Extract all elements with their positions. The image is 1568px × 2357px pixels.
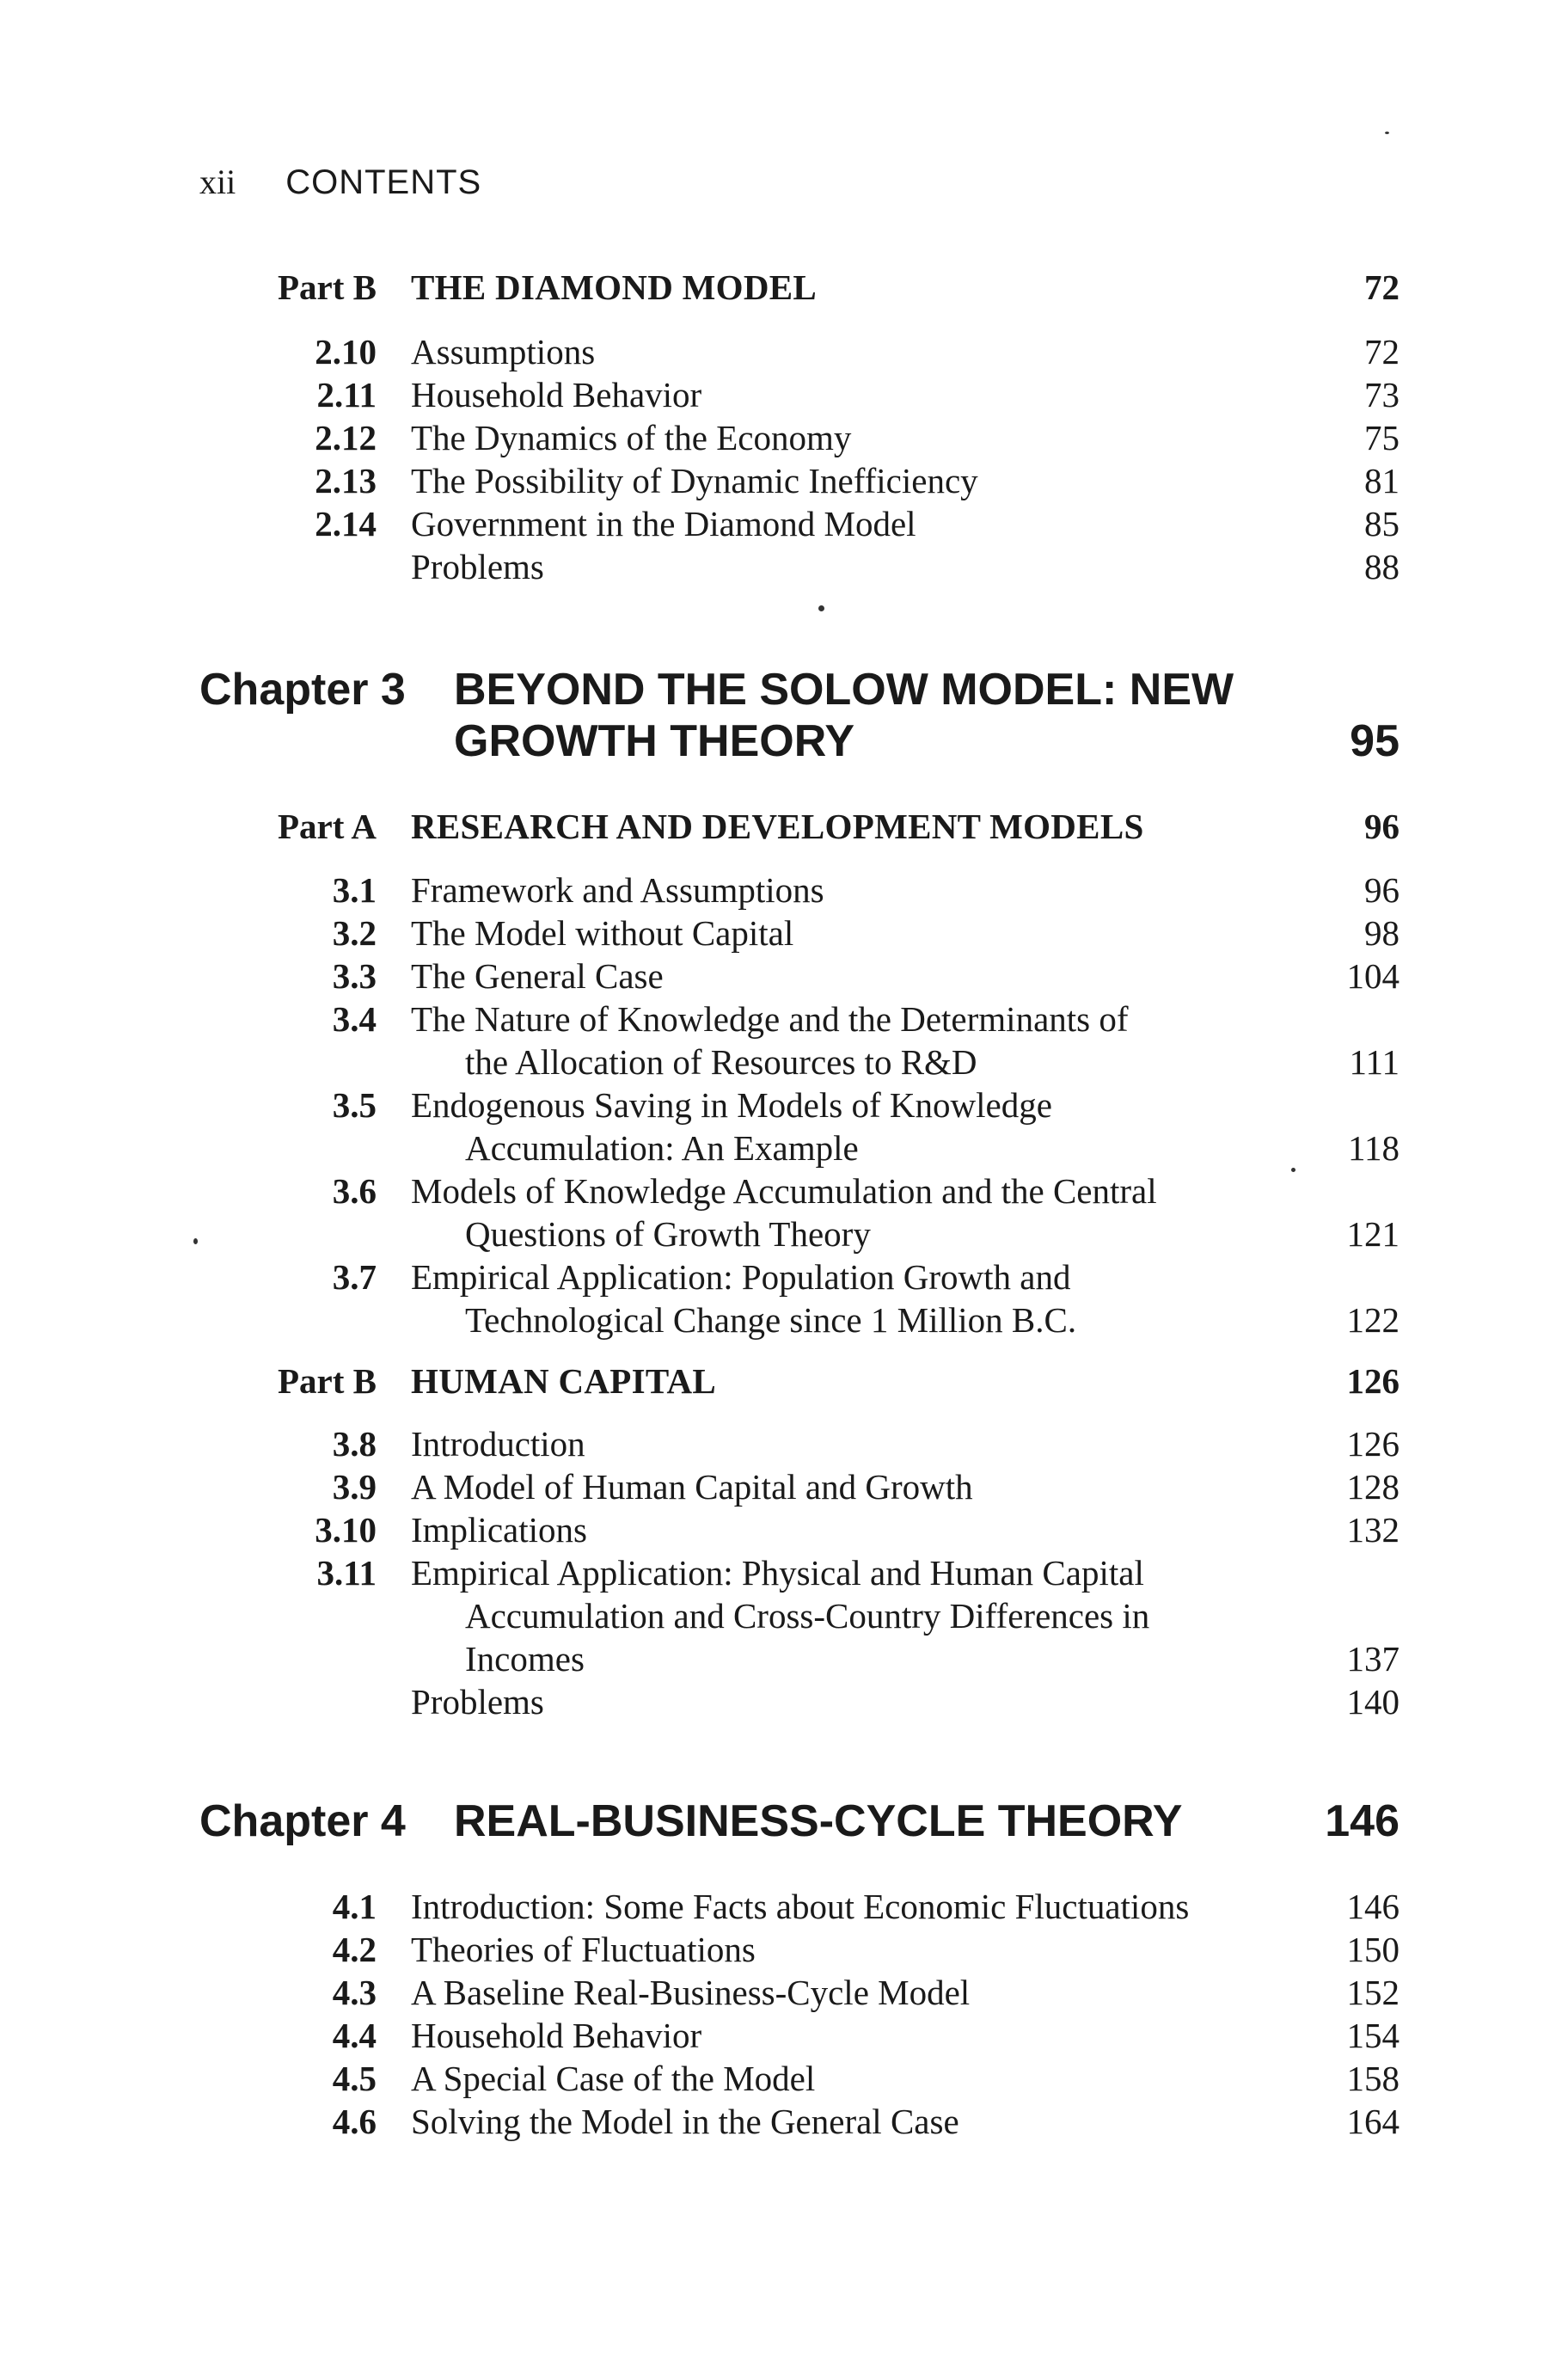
part-page: 72 [1364,267,1400,307]
chapter-title-line1: BEYOND THE SOLOW MODEL: NEW [454,665,1234,715]
section-title: The Nature of Knowledge and the Determinants of [411,999,1129,1039]
part-page: 96 [1364,807,1400,846]
section-title: Assumptions [411,332,596,371]
section-page: 73 [1364,375,1400,414]
section-number: 4.6 [332,2102,377,2141]
section-page: 96 [1364,870,1400,910]
section-number: 4.4 [332,2016,377,2055]
section-page: 137 [1346,1639,1400,1679]
running-header [199,162,481,203]
part-title: THE DIAMOND MODEL [411,267,818,307]
section-number: 3.5 [332,1085,377,1125]
section-number: 3.1 [332,870,377,910]
section-page: 158 [1346,2059,1400,2098]
page-number: xii [199,163,236,201]
section-page: 85 [1364,504,1400,543]
chapter-label: Chapter 4 [199,1796,406,1846]
section-page: 164 [1346,2102,1400,2141]
section-title-continued: the Allocation of Resources to R&D [465,1042,977,1082]
section-page: 150 [1346,1930,1400,1969]
section-number: 3.9 [332,1467,377,1507]
section-title: Framework and Assumptions [411,870,824,910]
scan-speck [1291,1168,1295,1172]
section-title: The Possibility of Dynamic Inefficiency [411,461,978,500]
section-page: 146 [1346,1887,1400,1926]
section-title-continued: Incomes [465,1639,585,1679]
section-number: 4.5 [332,2059,377,2098]
section-page: 88 [1364,547,1400,586]
section-number: 4.1 [332,1887,377,1926]
section-number: 2.11 [316,375,377,414]
section-title: Empirical Application: Population Growth and [411,1257,1071,1297]
section-title: Problems [411,1682,544,1722]
section-title: The Model without Capital [411,913,794,953]
section-title: The General Case [411,956,664,996]
section-page: 72 [1364,332,1400,371]
scan-speck [1385,132,1389,134]
scan-speck [193,1238,198,1244]
section-number: 2.12 [315,418,377,457]
section-title: Models of Knowledge Accumulation and the Central [411,1171,1157,1211]
section-page: 118 [1348,1128,1400,1168]
section-number: 4.2 [332,1930,377,1969]
section-title: Household Behavior [411,375,702,414]
section-number: 2.13 [315,461,377,500]
section-page: 75 [1364,418,1400,457]
section-title: Implications [411,1510,587,1550]
section-title: Household Behavior [411,2016,702,2055]
part-label: Part B [278,1361,377,1401]
section-number: 3.2 [332,913,377,953]
chapter-page: 146 [1325,1796,1400,1846]
section-number: 3.3 [332,956,377,996]
section-title-continued: Accumulation: An Example [465,1128,859,1168]
section-title-continued: Technological Change since 1 Million B.C. [465,1300,1077,1340]
section-page: 126 [1346,1424,1400,1464]
section-number: 3.8 [332,1424,377,1464]
part-label: Part A [278,807,377,846]
section-page: 140 [1346,1682,1400,1722]
section-number: 3.10 [315,1510,377,1550]
chapter-label: Chapter 3 [199,665,406,715]
section-page: 154 [1346,2016,1400,2055]
section-title: Theories of Fluctuations [411,1930,756,1969]
section-page: 81 [1364,461,1400,500]
section-page: 111 [1349,1042,1400,1082]
section-title: Introduction: Some Facts about Economic Fluctuations [411,1887,1190,1926]
section-page: 132 [1346,1510,1400,1550]
section-title: A Baseline Real-Business-Cycle Model [411,1973,971,2012]
section-title-continued: Accumulation and Cross-Country Differences in [465,1596,1150,1636]
section-number: 3.11 [316,1553,377,1593]
chapter-title: REAL-BUSINESS-CYCLE THEORY [454,1796,1183,1846]
section-number: 3.6 [332,1171,377,1211]
section-title: A Special Case of the Model [411,2059,816,2098]
part-title: HUMAN CAPITAL [411,1361,717,1401]
section-page: 121 [1346,1214,1400,1254]
section-page: 122 [1346,1300,1400,1340]
section-title: The Dynamics of the Economy [411,418,852,457]
section-page: 98 [1364,913,1400,953]
section-page: 152 [1346,1973,1400,2012]
scan-speck [818,605,824,611]
section-title: Introduction [411,1424,585,1464]
part-page: 126 [1346,1361,1400,1401]
chapter-page: 95 [1350,716,1400,766]
section-title: Problems [411,547,544,586]
section-number: 4.3 [332,1973,377,2012]
section-title: Endogenous Saving in Models of Knowledge [411,1085,1052,1125]
section-title: Empirical Application: Physical and Human Capital [411,1553,1144,1593]
section-title: A Model of Human Capital and Growth [411,1467,973,1507]
section-title-continued: Questions of Growth Theory [465,1214,871,1254]
section-number: 2.14 [315,504,377,543]
section-number: 3.7 [332,1257,377,1297]
chapter-title-line2: GROWTH THEORY [454,716,855,766]
section-page: 104 [1346,956,1400,996]
part-label: Part B [278,267,377,307]
section-title: Government in the Diamond Model [411,504,916,543]
section-page: 128 [1346,1467,1400,1507]
section-title: Solving the Model in the General Case [411,2102,959,2141]
running-title: CONTENTS [285,163,482,201]
part-title: RESEARCH AND DEVELOPMENT MODELS [411,807,1144,846]
section-number: 2.10 [315,332,377,371]
section-number: 3.4 [332,999,377,1039]
